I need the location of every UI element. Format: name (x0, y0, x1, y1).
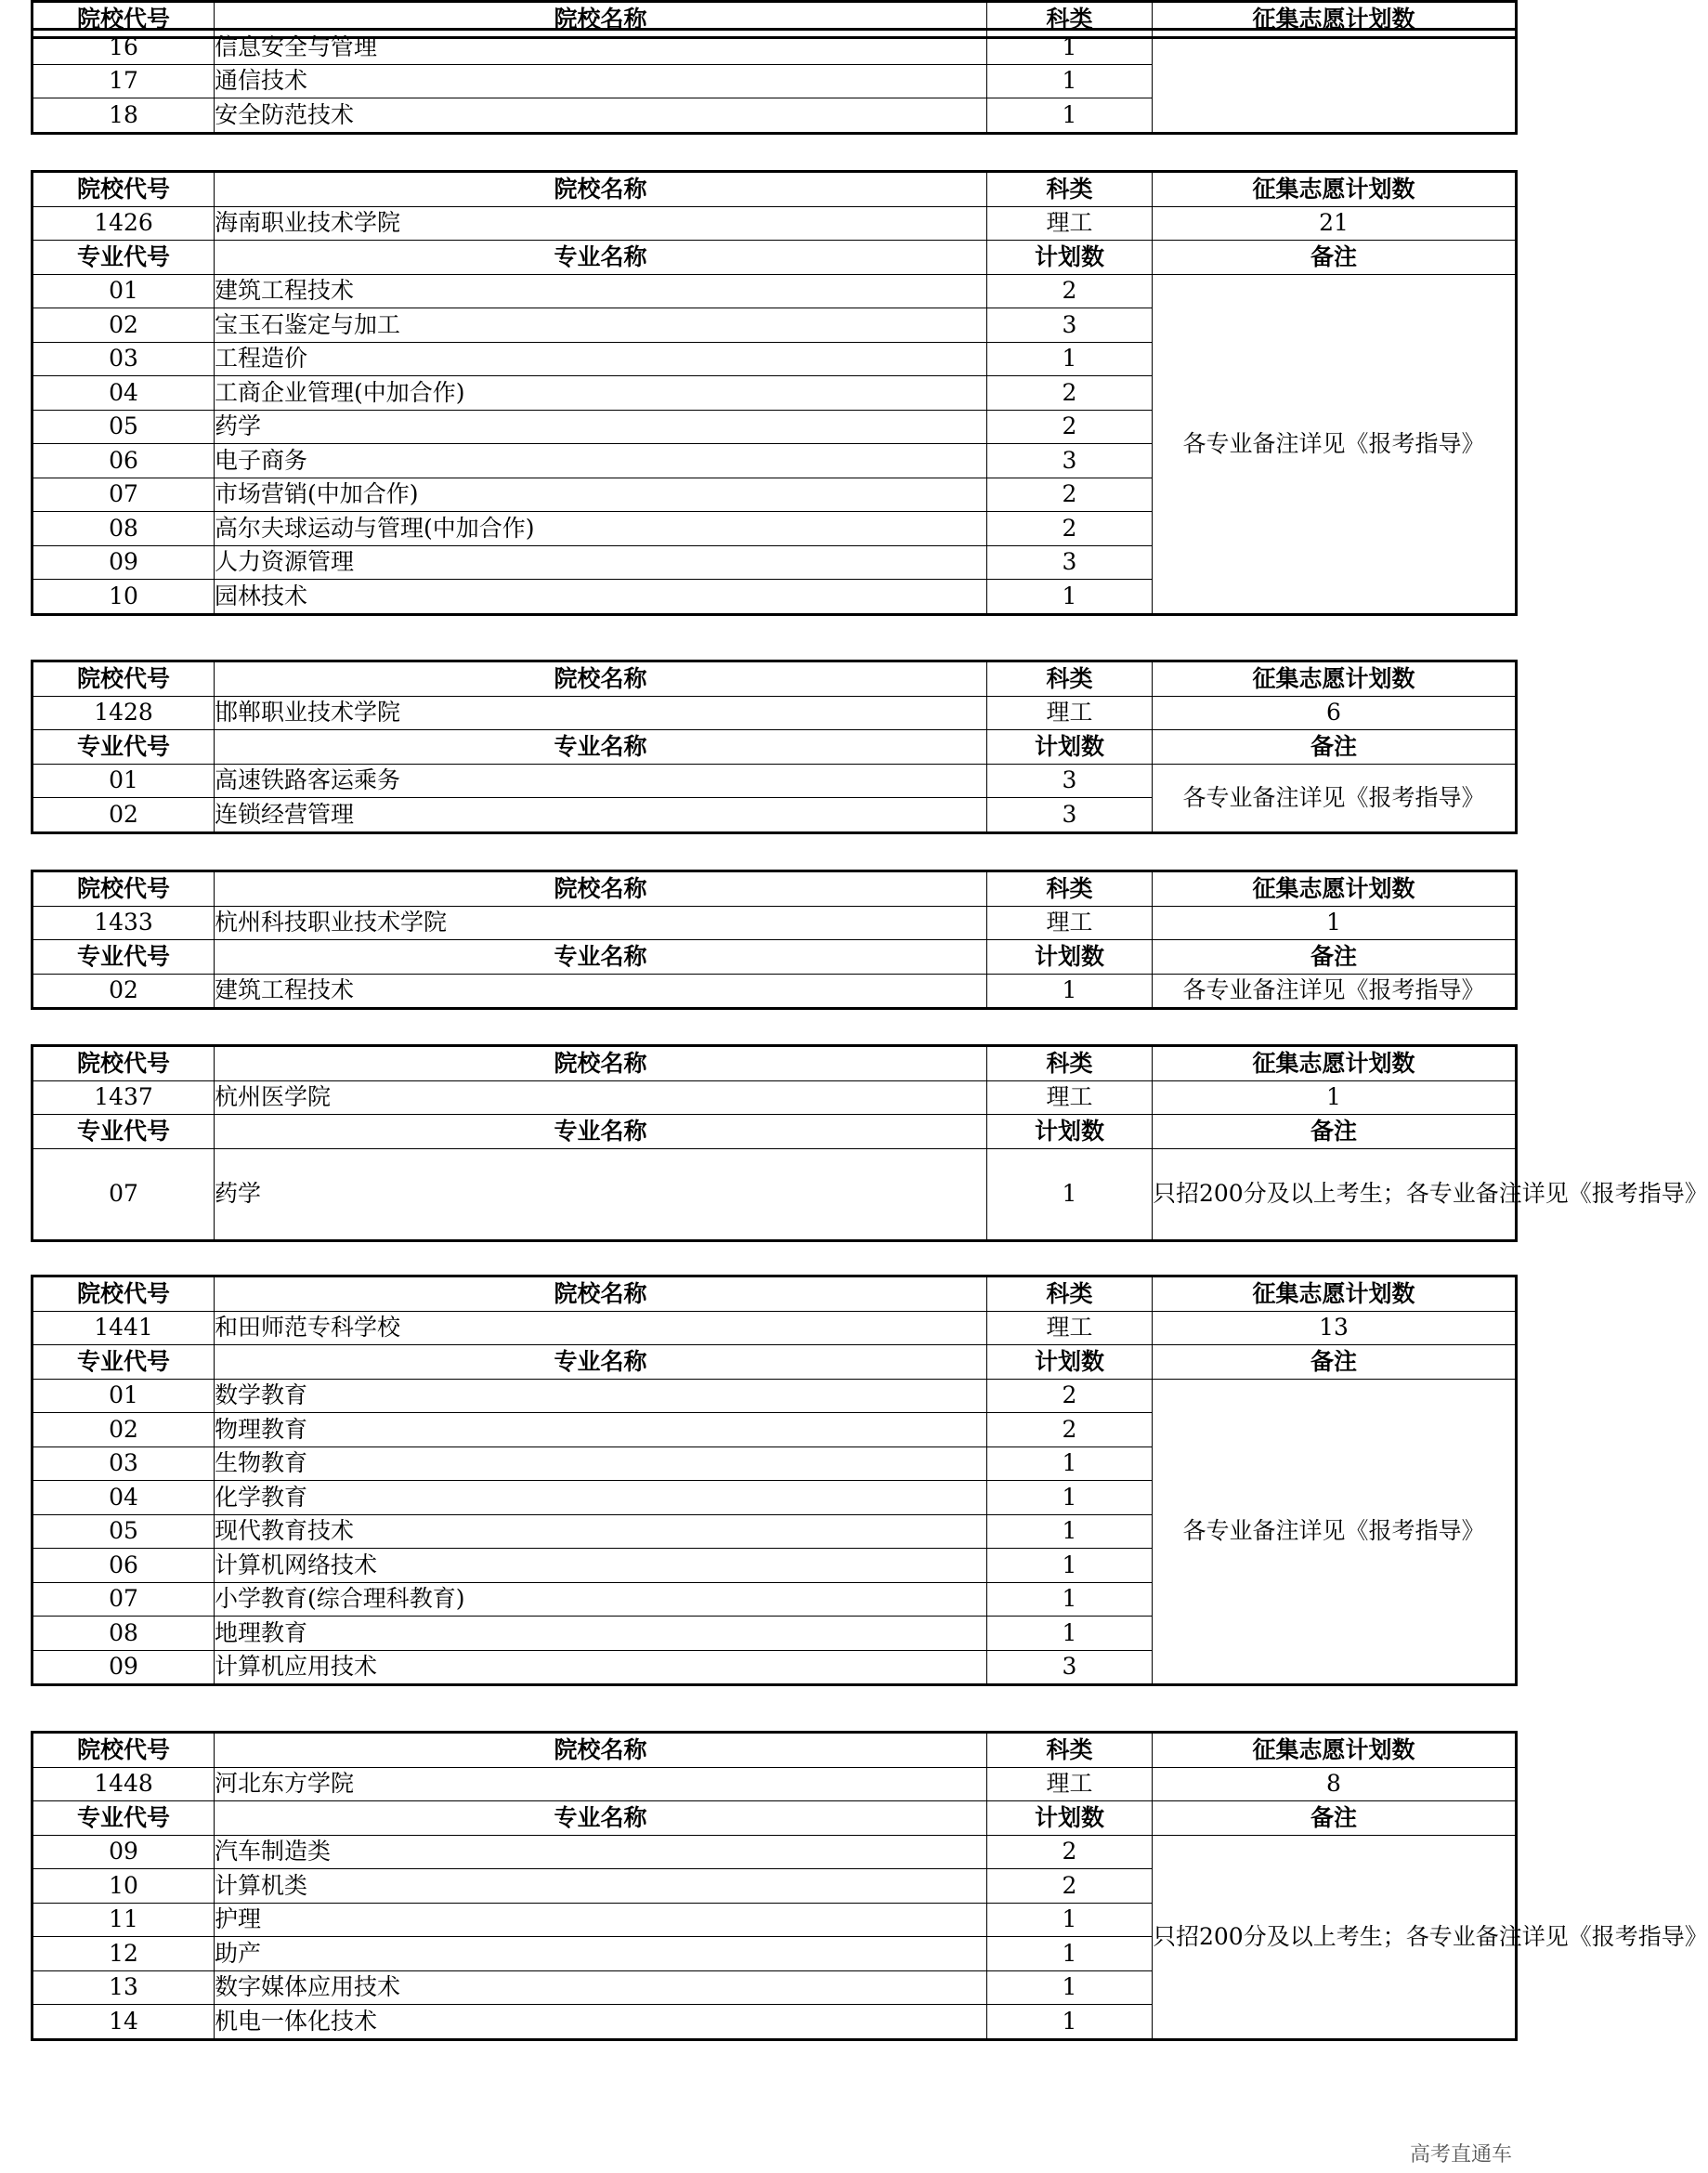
remark-cell: 只招200分及以上考生；各专业备注详见《报考指导》 (1153, 1835, 1517, 2039)
school-header-row (33, 1276, 1517, 1312)
school-code-header: 院校代号 (33, 661, 215, 697)
school-quota: 1 (1153, 906, 1517, 940)
school-table (31, 1044, 1708, 1242)
major-plan: 1 (987, 1514, 1153, 1549)
school-name-header: 院校名称 (215, 2, 987, 38)
major-name: 药学 (215, 410, 987, 444)
school-name-header: 院校名称 (215, 172, 987, 207)
major-code: 10 (33, 1869, 215, 1904)
major-name: 高速铁路客运乘务 (215, 764, 987, 798)
major-name: 小学教育(综合理科教育) (215, 1582, 987, 1617)
major-name: 安全防范技术 (215, 98, 987, 134)
school-table (31, 170, 1518, 616)
major-code-header: 专业代号 (33, 1801, 215, 1836)
major-name: 物理教育 (215, 1413, 987, 1447)
major-name: 地理教育 (215, 1617, 987, 1651)
major-plan: 1 (987, 1446, 1153, 1481)
major-code: 03 (33, 342, 215, 376)
major-plan: 2 (987, 1835, 1153, 1869)
school-code: 1437 (33, 1080, 215, 1115)
school-category: 理工 (987, 906, 1153, 940)
major-code-header: 专业代号 (33, 730, 215, 765)
major-plan: 2 (987, 1869, 1153, 1904)
major-plan: 2 (987, 478, 1153, 512)
major-code: 05 (33, 410, 215, 444)
major-header-row (33, 1115, 1517, 1149)
major-header-row (33, 730, 1517, 765)
major-code: 09 (33, 1835, 215, 1869)
school-info-row (33, 1080, 1517, 1115)
school-code-header: 院校代号 (33, 2, 215, 38)
school-name-header: 院校名称 (215, 661, 987, 697)
major-plan: 3 (987, 764, 1153, 798)
remark-cell: 各专业备注详见《报考指导》 (1153, 764, 1517, 832)
major-name: 汽车制造类 (215, 1835, 987, 1869)
remark-cell: 各专业备注详见《报考指导》 (1153, 974, 1517, 1009)
school-quota: 13 (1153, 1311, 1517, 1345)
table-row (33, 764, 1517, 798)
major-header-row (33, 1801, 1517, 1836)
school-code-header: 院校代号 (33, 1276, 215, 1312)
major-code: 05 (33, 1514, 215, 1549)
school-code: 1433 (33, 906, 215, 940)
school-code: 1448 (33, 1767, 215, 1801)
category-header: 科类 (987, 1276, 1153, 1312)
major-name: 现代教育技术 (215, 1514, 987, 1549)
school-table (31, 660, 1518, 834)
school-header-row (33, 1733, 1517, 1768)
school-name: 海南职业技术学院 (215, 206, 987, 241)
major-code: 01 (33, 274, 215, 308)
major-name: 电子商务 (215, 444, 987, 478)
school-code-header: 院校代号 (33, 871, 215, 907)
major-plan: 1 (987, 342, 1153, 376)
major-name: 宝玉石鉴定与加工 (215, 308, 987, 343)
major-name: 连锁经营管理 (215, 798, 987, 833)
major-plan: 3 (987, 308, 1153, 343)
school-code-header: 院校代号 (33, 1046, 215, 1081)
school-name-header: 院校名称 (215, 1046, 987, 1081)
school-name-header: 院校名称 (215, 1276, 987, 1312)
major-code: 07 (33, 1582, 215, 1617)
school-category: 理工 (987, 1767, 1153, 1801)
category-header: 科类 (987, 172, 1153, 207)
major-code: 08 (33, 1617, 215, 1651)
school-quota: 8 (1153, 1767, 1517, 1801)
school-name: 河北东方学院 (215, 1767, 987, 1801)
major-plan: 1 (987, 1549, 1153, 1583)
category-header: 科类 (987, 1733, 1153, 1768)
major-code: 11 (33, 1903, 215, 1937)
major-name: 数字媒体应用技术 (215, 1970, 987, 2005)
major-code: 10 (33, 580, 215, 615)
quota-header: 征集志愿计划数 (1153, 1733, 1517, 1768)
next-school-table (31, 0, 1518, 39)
major-plan: 2 (987, 274, 1153, 308)
major-code: 08 (33, 512, 215, 546)
major-plan: 2 (987, 1379, 1153, 1413)
major-code: 02 (33, 308, 215, 343)
major-name: 通信技术 (215, 64, 987, 98)
major-code: 06 (33, 444, 215, 478)
school-category: 理工 (987, 1311, 1153, 1345)
school-info-row (33, 1311, 1517, 1345)
major-name: 工商企业管理(中加合作) (215, 376, 987, 411)
major-code: 17 (33, 64, 215, 98)
remark-header: 备注 (1153, 940, 1517, 975)
table-row (33, 1148, 1517, 1240)
major-name: 信息安全与管理 (215, 30, 987, 65)
major-name-header: 专业名称 (215, 241, 987, 275)
major-plan: 1 (987, 1970, 1153, 2005)
quota-header: 征集志愿计划数 (1153, 661, 1517, 697)
major-plan: 3 (987, 545, 1153, 580)
quota-header: 征集志愿计划数 (1153, 2, 1517, 38)
major-plan: 1 (987, 1617, 1153, 1651)
major-name-header: 专业名称 (215, 1801, 987, 1836)
watermark: 高考直通车 (1409, 2143, 1512, 2166)
major-plan: 1 (987, 1903, 1153, 1937)
school-code: 1428 (33, 696, 215, 730)
major-code: 02 (33, 1413, 215, 1447)
school-name: 邯郸职业技术学院 (215, 696, 987, 730)
major-code: 09 (33, 545, 215, 580)
major-code: 18 (33, 98, 215, 134)
remark-header: 备注 (1153, 730, 1517, 765)
major-plan: 1 (987, 98, 1153, 134)
major-name: 计算机类 (215, 1869, 987, 1904)
major-name: 市场营销(中加合作) (215, 478, 987, 512)
major-code-header: 专业代号 (33, 1345, 215, 1380)
school-name: 杭州医学院 (215, 1080, 987, 1115)
major-plan: 3 (987, 444, 1153, 478)
major-code: 14 (33, 2005, 215, 2040)
quota-header: 征集志愿计划数 (1153, 871, 1517, 907)
category-header: 科类 (987, 661, 1153, 697)
plan-header: 计划数 (987, 940, 1153, 975)
school-header-row (33, 1046, 1517, 1081)
school-category: 理工 (987, 206, 1153, 241)
major-code: 07 (33, 478, 215, 512)
school-name-header: 院校名称 (215, 871, 987, 907)
major-name: 工程造价 (215, 342, 987, 376)
major-plan: 1 (987, 64, 1153, 98)
major-code: 04 (33, 1481, 215, 1515)
school-name: 和田师范专科学校 (215, 1311, 987, 1345)
school-category: 理工 (987, 1080, 1153, 1115)
major-name-header: 专业名称 (215, 1115, 987, 1149)
school-code-header: 院校代号 (33, 1733, 215, 1768)
major-code: 01 (33, 764, 215, 798)
major-name: 机电一体化技术 (215, 2005, 987, 2040)
major-code: 16 (33, 30, 215, 65)
school-quota: 21 (1153, 206, 1517, 241)
major-plan: 1 (987, 2005, 1153, 2040)
remark-header: 备注 (1153, 241, 1517, 275)
major-plan: 1 (987, 1148, 1153, 1240)
major-name: 人力资源管理 (215, 545, 987, 580)
quota-header: 征集志愿计划数 (1153, 1046, 1517, 1081)
major-plan: 3 (987, 798, 1153, 833)
major-code: 13 (33, 1970, 215, 2005)
major-name: 园林技术 (215, 580, 987, 615)
major-plan: 2 (987, 512, 1153, 546)
school-quota: 1 (1153, 1080, 1517, 1115)
table-row (33, 974, 1517, 1009)
continued-table (31, 28, 1518, 135)
school-info-row (33, 696, 1517, 730)
major-name: 高尔夫球运动与管理(中加合作) (215, 512, 987, 546)
plan-header: 计划数 (987, 730, 1153, 765)
major-name: 护理 (215, 1903, 987, 1937)
school-header-row (33, 661, 1517, 697)
major-name: 计算机网络技术 (215, 1549, 987, 1583)
major-name: 建筑工程技术 (215, 974, 987, 1009)
major-plan: 2 (987, 410, 1153, 444)
major-name: 建筑工程技术 (215, 274, 987, 308)
school-name-header: 院校名称 (215, 1733, 987, 1768)
major-header-row (33, 241, 1517, 275)
major-header-row (33, 1345, 1517, 1380)
major-code: 04 (33, 376, 215, 411)
remark-cell: 只招200分及以上考生；各专业备注详见《报考指导》 (1153, 1148, 1517, 1240)
school-code: 1441 (33, 1311, 215, 1345)
major-plan: 1 (987, 30, 1153, 65)
major-plan: 1 (987, 580, 1153, 615)
school-name: 杭州科技职业技术学院 (215, 906, 987, 940)
remark-header: 备注 (1153, 1115, 1517, 1149)
major-name: 计算机应用技术 (215, 1650, 987, 1685)
major-plan: 1 (987, 1582, 1153, 1617)
major-code: 09 (33, 1650, 215, 1685)
remark-header: 备注 (1153, 1345, 1517, 1380)
plan-header: 计划数 (987, 241, 1153, 275)
school-header-row (33, 2, 1517, 38)
major-name: 数学教育 (215, 1379, 987, 1413)
category-header: 科类 (987, 871, 1153, 907)
major-plan: 1 (987, 1481, 1153, 1515)
remark-cell: 各专业备注详见《报考指导》 (1153, 274, 1517, 614)
major-plan: 1 (987, 974, 1153, 1009)
major-code: 02 (33, 798, 215, 833)
school-table (31, 1275, 1518, 1686)
major-name: 生物教育 (215, 1446, 987, 1481)
major-code: 06 (33, 1549, 215, 1583)
school-code: 1426 (33, 206, 215, 241)
remark-header: 备注 (1153, 1801, 1517, 1836)
school-header-row (33, 871, 1517, 907)
school-table (31, 870, 1518, 1010)
major-code: 07 (33, 1148, 215, 1240)
plan-header: 计划数 (987, 1345, 1153, 1380)
major-name: 药学 (215, 1148, 987, 1240)
major-code-header: 专业代号 (33, 241, 215, 275)
plan-header: 计划数 (987, 1801, 1153, 1836)
school-table (31, 1731, 1708, 2041)
category-header: 科类 (987, 1046, 1153, 1081)
school-category: 理工 (987, 696, 1153, 730)
major-name: 助产 (215, 1937, 987, 1971)
major-plan: 3 (987, 1650, 1153, 1685)
quota-header: 征集志愿计划数 (1153, 1276, 1517, 1312)
major-code: 03 (33, 1446, 215, 1481)
school-info-row (33, 906, 1517, 940)
table-row (33, 1379, 1517, 1413)
category-header: 科类 (987, 2, 1153, 38)
major-code: 12 (33, 1937, 215, 1971)
major-code: 02 (33, 974, 215, 1009)
major-code-header: 专业代号 (33, 940, 215, 975)
remark-cell (1153, 30, 1517, 134)
table-row (33, 274, 1517, 308)
major-header-row (33, 940, 1517, 975)
major-name-header: 专业名称 (215, 730, 987, 765)
school-quota: 6 (1153, 696, 1517, 730)
major-name-header: 专业名称 (215, 1345, 987, 1380)
major-name-header: 专业名称 (215, 940, 987, 975)
school-info-row (33, 206, 1517, 241)
school-code-header: 院校代号 (33, 172, 215, 207)
major-plan: 2 (987, 376, 1153, 411)
remark-cell: 各专业备注详见《报考指导》 (1153, 1379, 1517, 1685)
major-code: 01 (33, 1379, 215, 1413)
major-code-header: 专业代号 (33, 1115, 215, 1149)
major-plan: 2 (987, 1413, 1153, 1447)
school-info-row (33, 1767, 1517, 1801)
table-row (33, 1835, 1517, 1869)
school-header-row (33, 172, 1517, 207)
plan-header: 计划数 (987, 1115, 1153, 1149)
quota-header: 征集志愿计划数 (1153, 172, 1517, 207)
major-name: 化学教育 (215, 1481, 987, 1515)
major-plan: 1 (987, 1937, 1153, 1971)
